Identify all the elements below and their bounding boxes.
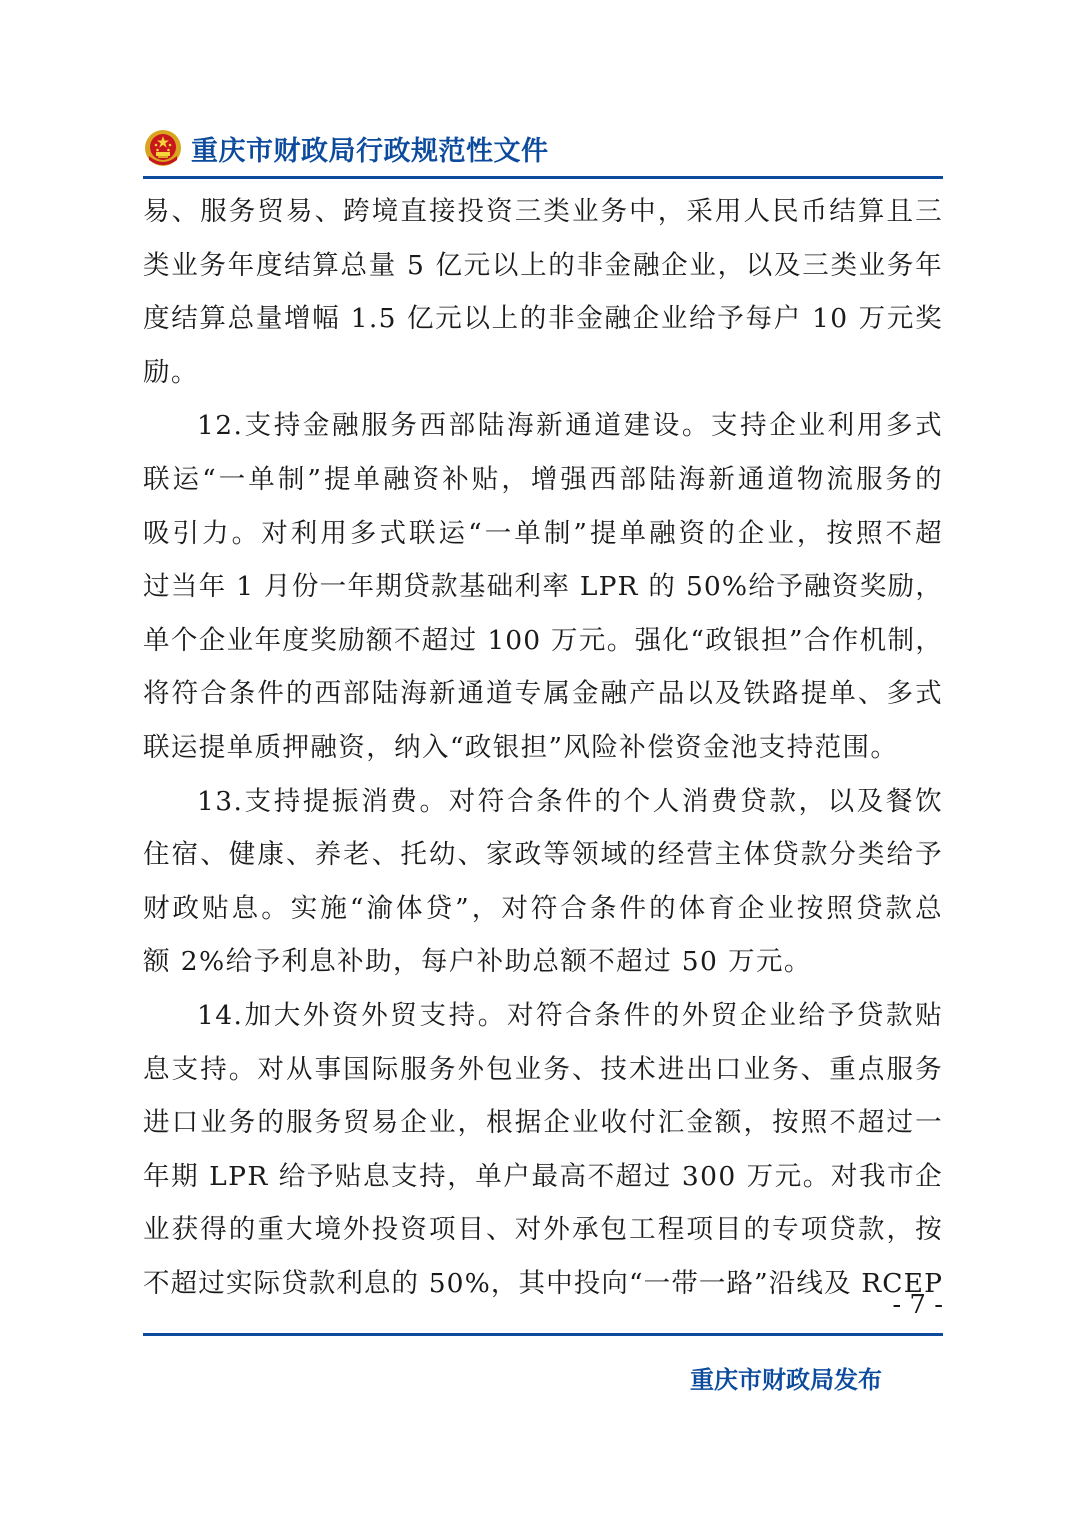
paragraph — [143, 185, 943, 399]
paragraph — [143, 775, 943, 989]
text-line: 易、服务贸易、跨境直接投资三类业务中，采用人民币结算且三 — [143, 196, 943, 227]
text-line: 联运“一单制”提单融资补贴，增强西部陆海新通道物流服务的 — [143, 463, 943, 495]
text-line: 度结算总量增幅 1.5 亿元以上的非金融企业给予每户 10 万元奖 — [143, 303, 943, 335]
text-line: 12.支持金融服务西部陆海新通道建设。支持企业利用多式 — [197, 410, 943, 442]
page-number: - 7 - — [892, 1290, 943, 1320]
text-line: 吸引力。对利用多式联运“一单制”提单融资的企业，按照不超 — [143, 517, 943, 549]
paragraph — [143, 989, 943, 1311]
header-rule — [143, 176, 943, 179]
national-emblem-icon — [143, 128, 183, 168]
text-line: 类业务年度结算总量 5 亿元以上的非金融企业，以及三类业务年 — [143, 249, 943, 281]
text-line: 年期 LPR 给予贴息支持，单户最高不超过 300 万元。对我市企 — [143, 1160, 943, 1192]
text-line: 联运提单质押融资，纳入“政银担”风险补偿资金池支持范围。 — [143, 731, 899, 763]
text-line: 进口业务的服务贸易企业，根据企业收付汇金额，按照不超过一 — [143, 1107, 943, 1139]
footer-rule — [143, 1333, 943, 1336]
text-line: 13.支持提振消费。对符合条件的个人消费贷款，以及餐饮 — [197, 785, 943, 817]
text-line: 业获得的重大境外投资项目、对外承包工程项目的专项贷款，按 — [143, 1214, 943, 1246]
document-header — [143, 124, 943, 172]
text-line: 14.加大外资外贸支持。对符合条件的外贸企业给予贷款贴 — [197, 999, 943, 1031]
document-body — [143, 185, 943, 1310]
document-title: 重庆市财政局行政规范性文件 — [191, 135, 549, 167]
text-line: 息支持。对从事国际服务外包业务、技术进出口业务、重点服务 — [143, 1053, 943, 1085]
text-line: 单个企业年度奖励额不超过 100 万元。强化“政银担”合作机制， — [143, 624, 943, 656]
paragraph — [143, 399, 943, 774]
text-line: 住宿、健康、养老、托幼、家政等领域的经营主体贷款分类给予 — [143, 839, 943, 871]
footer-publisher: 重庆市财政局发布 — [690, 1366, 882, 1394]
text-line: 励。 — [143, 356, 199, 388]
text-line: 过当年 1 月份一年期贷款基础利率 LPR 的 50%给予融资奖励， — [143, 571, 943, 603]
text-line: 财政贴息。实施“渝体贷”，对符合条件的体育企业按照贷款总 — [143, 892, 943, 924]
text-line: 将符合条件的西部陆海新通道专属金融产品以及铁路提单、多式 — [143, 678, 943, 710]
text-line: 额 2%给予利息补助，每户补助总额不超过 50 万元。 — [143, 946, 812, 978]
text-line: 不超过实际贷款利息的 50%，其中投向“一带一路”沿线及 RCEP — [143, 1267, 943, 1299]
